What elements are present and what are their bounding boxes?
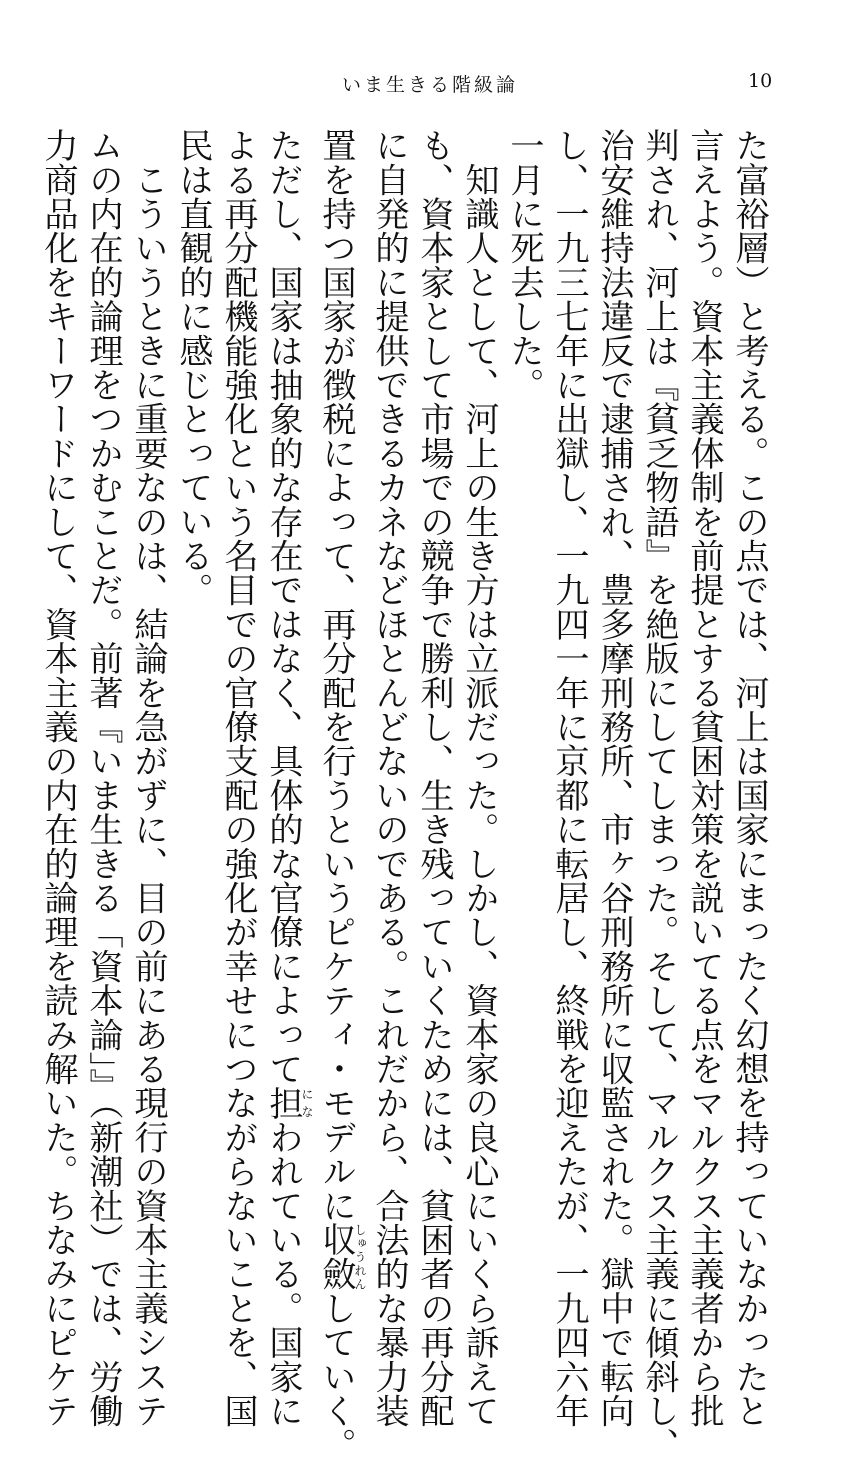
text-line-6: 一月に死去した。 [504, 128, 544, 402]
page-number: 10 [748, 70, 773, 92]
text-line-11-before: ただし、国家は抽象的な存在ではなく、具体的な官僚によって [263, 128, 303, 1086]
text-line-10-after: していく。 [316, 1290, 356, 1462]
text-line-15: ムの内在的論理をつかむことだ。前著『いま生きる「資本論」』（新潮社）では、労働 [83, 128, 123, 1428]
text-line-1: た富裕層）と考える。この点では、河上は国家にまったく幻想を持っていなかったと [729, 128, 769, 1428]
text-line-8: も、資本家として市場での競争で勝利し、生き残っていくためには、貧困者の再分配 [414, 128, 454, 1428]
text-line-16: 力商品化をキーワードにして、資本主義の内在的論理を読み解いた。ちなみにピケテ [38, 128, 78, 1428]
text-line-10 [313, 128, 367, 1462]
furigana-shuuren [316, 1222, 367, 1291]
vertical-body-text [38, 128, 771, 1462]
running-title: いま生きる階級論 [341, 74, 518, 96]
furigana-shuuren-base: 収斂 [316, 1222, 356, 1291]
text-line-2: 言えよう。資本主義体制を前提とする貧困対策を説いてる点をマルクス主義者から批 [684, 128, 724, 1428]
furigana-ninau [263, 1085, 314, 1120]
text-line-7: 知識人として、河上の生き方は立派だった。しかし、資本家の良心にいくら訴えて [459, 128, 499, 1428]
text-line-9: に自発的に提供できるカネなどほとんどないのである。これだから、合法的な暴力装 [369, 128, 409, 1428]
furigana-shuuren-reading: しゅうれん [353, 1222, 367, 1291]
text-line-12: よる再分配機能強化という名目での官僚支配の強化が幸せにつながらないことを、国 [218, 128, 258, 1428]
text-line-11 [260, 128, 314, 1428]
text-line-4: 治安維持法違反で逮捕され、豊多摩刑務所、市ヶ谷刑務所に収監された。獄中で転向 [594, 128, 634, 1428]
text-line-10-before: 置を持つ国家が徴税によって、再分配を行うというピケティ・モデルに [316, 128, 356, 1223]
text-line-11-after: われている。国家に [263, 1119, 303, 1428]
text-line-5: し、一九三七年に出獄し、一九四一年に京都に転居し、終戦を迎えたが、一九四六年 [549, 128, 589, 1428]
text-line-13: 民は直観的に感じとっている。 [173, 128, 213, 607]
furigana-ninau-base: 担 [263, 1085, 303, 1120]
text-line-3: 判され、河上は『貧乏物語』を絶版にしてしまった。そして、マルクス主義に傾斜し、 [639, 128, 679, 1462]
text-line-14: こういうときに重要なのは、結論を急がずに、目の前にある現行の資本主義システ [128, 128, 168, 1428]
furigana-ninau-reading: にな [300, 1085, 314, 1120]
